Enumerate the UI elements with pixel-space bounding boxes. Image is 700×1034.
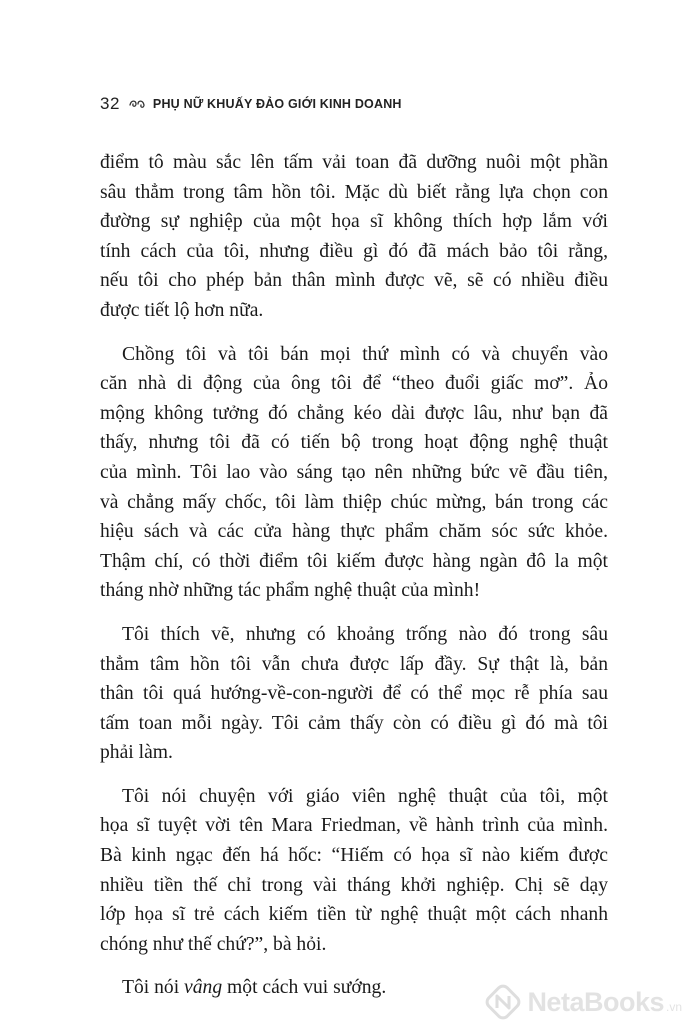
watermark <box>485 984 682 1020</box>
text-line: của mình. Tôi lao vào sáng tạo nên những bức vẽ đầu tiên, <box>100 461 608 483</box>
watermark-brand: NetaBooks <box>527 986 664 1017</box>
text-line: được tiết lộ hơn nữa. <box>100 299 264 321</box>
text-line: hiệu sách và các cửa hàng thực phẩm chăm sóc sức khỏe. <box>100 521 608 543</box>
text-line: Chồng tôi và tôi bán mọi thứ mình có và chuyển vào <box>122 343 608 365</box>
text-line: Bà kinh ngạc đến há hốc: “Hiếm có họa sĩ nào kiếm được <box>100 845 608 867</box>
text-line: đường sự nghiệp của một họa sĩ không thích hợp lắm với <box>100 211 608 233</box>
text-line: tính cách của tôi, nhưng điều gì đó đã mách bảo tôi rằng, <box>100 240 608 262</box>
text-line: nhiều tiền thế chỉ trong vài tháng khởi nghiệp. Chị sẽ dạy <box>100 874 608 896</box>
text-line: điểm tô màu sắc lên tấm vải toan đã dưỡng nuôi một phần <box>100 152 608 173</box>
running-header <box>100 92 402 116</box>
text-line: Tôi nói chuyện với giáo viên nghệ thuật của tôi, một <box>122 785 608 807</box>
text-line: phải làm. <box>100 742 173 764</box>
text-line: thân tôi quá hướng-về-con-người để có thể mọc rễ phía sau <box>100 683 608 705</box>
text-line: tấm toan mỗi ngày. Tôi cảm thấy còn có điều gì đó mà tôi <box>100 712 608 734</box>
text-line: nếu tôi cho phép bản thân mình được vẽ, sẽ có nhiều điều <box>100 270 608 292</box>
text-line: Thậm chí, có thời điểm tôi kiếm được hàng ngàn đô la một <box>100 550 608 572</box>
paragraph-1 <box>100 148 608 326</box>
text-line: họa sĩ tuyệt vời tên Mara Friedman, về hành trình của mình. <box>100 815 608 837</box>
paragraph-4 <box>100 782 608 960</box>
text-line: tháng nhờ những tác phẩm nghệ thuật của mình! <box>100 580 481 602</box>
text-line: lớp họa sĩ trẻ cách kiếm tiền từ nghệ thuật một cách nhanh <box>100 904 608 926</box>
book-title: PHỤ NỮ KHUẤY ĐẢO GIỚI KINH DOANH <box>152 97 402 111</box>
ornament-icon <box>128 98 146 110</box>
text-run: một cách vui sướng. <box>222 977 387 999</box>
text-line: và chẳng mấy chốc, tôi làm thiệp chúc mừng, bán trong các <box>100 491 608 513</box>
body-text <box>100 148 608 1017</box>
text-line: Tôi thích vẽ, nhưng có khoảng trống nào đó trong sâu <box>122 623 608 645</box>
text-line: căn nhà di động của ông tôi để “theo đuổi giấc mơ”. Ảo <box>100 373 608 395</box>
text-line: thẳm tâm hồn tôi vẫn chưa được lấp đầy. Sự thật là, bản <box>100 653 608 675</box>
watermark-suffix: .vn <box>665 1000 682 1014</box>
text-run: Tôi nói <box>122 977 185 999</box>
emphasis-text: vâng <box>184 977 223 999</box>
text-line: chóng như thế chứ?”, bà hỏi. <box>100 933 327 955</box>
text-line: thấy, nhưng tôi đã có tiến bộ trong hoạt động nghệ thuật <box>100 432 608 454</box>
paragraph-3 <box>100 620 608 768</box>
paragraph-2 <box>100 340 608 606</box>
netabooks-logo-icon <box>485 984 521 1020</box>
text-line: sâu thẳm trong tâm hồn tôi. Mặc dù biết rằng lựa chọn con <box>100 181 608 203</box>
page-number: 32 <box>100 94 120 113</box>
text-line: mộng không tưởng đó chẳng kéo dài được lâu, như bạn đã <box>100 402 608 424</box>
